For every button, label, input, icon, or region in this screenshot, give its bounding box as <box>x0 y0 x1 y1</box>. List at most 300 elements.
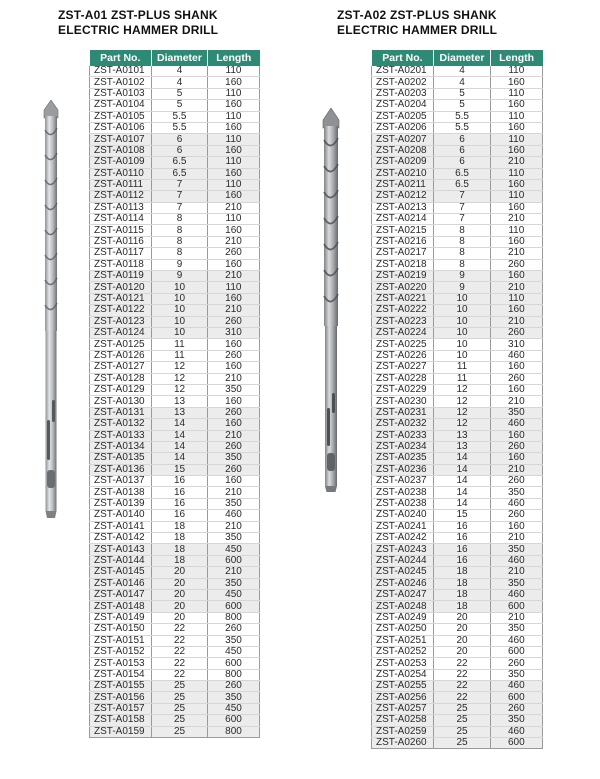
table-row <box>372 681 543 692</box>
table-row <box>90 703 260 714</box>
table-row <box>90 271 260 282</box>
diameter-cell: 8 <box>152 248 208 259</box>
part-no-cell: ZST-A0233 <box>372 430 434 441</box>
table-row <box>90 316 260 327</box>
length-cell: 210 <box>208 202 260 213</box>
length-cell: 460 <box>490 726 542 737</box>
section-a01-title-line1: ZST-A01 ZST-PLUS SHANK <box>58 8 218 22</box>
length-cell: 210 <box>490 157 542 168</box>
length-cell: 260 <box>490 510 542 521</box>
table-row <box>90 305 260 316</box>
table-row <box>372 122 543 133</box>
part-no-cell: ZST-A0250 <box>372 624 434 635</box>
section-a02-title-line1: ZST-A02 ZST-PLUS SHANK <box>337 8 497 22</box>
length-cell: 110 <box>208 88 260 99</box>
length-cell: 260 <box>490 259 542 270</box>
table-row <box>372 157 543 168</box>
part-no-cell: ZST-A0207 <box>372 134 434 145</box>
part-no-cell: ZST-A0131 <box>90 407 152 418</box>
diameter-cell: 16 <box>152 476 208 487</box>
diameter-cell: 8 <box>434 236 490 247</box>
length-cell: 160 <box>208 293 260 304</box>
part-no-cell: ZST-A0214 <box>372 214 434 225</box>
table-row <box>372 726 543 737</box>
length-cell: 260 <box>208 624 260 635</box>
part-no-cell: ZST-A0111 <box>90 179 152 190</box>
length-cell: 460 <box>490 350 542 361</box>
part-no-cell: ZST-A0106 <box>90 122 152 133</box>
part-no-cell: ZST-A0221 <box>372 293 434 304</box>
table-row <box>372 578 543 589</box>
table-row <box>372 202 543 213</box>
diameter-cell: 15 <box>152 464 208 475</box>
table-row <box>372 236 543 247</box>
diameter-cell: 12 <box>152 362 208 373</box>
part-no-cell: ZST-A0246 <box>372 578 434 589</box>
part-no-cell: ZST-A0235 <box>372 453 434 464</box>
part-no-cell: ZST-A0238 <box>372 498 434 509</box>
diameter-cell: 8 <box>152 236 208 247</box>
part-no-cell: ZST-A0257 <box>372 703 434 714</box>
diameter-cell: 10 <box>434 316 490 327</box>
length-cell: 110 <box>208 111 260 122</box>
table-row <box>90 533 260 544</box>
length-cell: 110 <box>208 157 260 168</box>
table-row <box>372 521 543 532</box>
part-no-cell: ZST-A0228 <box>372 373 434 384</box>
part-no-cell: ZST-A0113 <box>90 202 152 213</box>
length-cell: 160 <box>208 77 260 88</box>
diameter-cell: 25 <box>434 715 490 726</box>
diameter-cell: 6.5 <box>152 157 208 168</box>
table-row <box>90 362 260 373</box>
diameter-cell: 7 <box>434 191 490 202</box>
diameter-cell: 25 <box>152 715 208 726</box>
length-cell: 350 <box>208 498 260 509</box>
table-row <box>372 282 543 293</box>
table-row <box>372 510 543 521</box>
part-no-cell: ZST-A0155 <box>90 681 152 692</box>
length-cell: 260 <box>208 464 260 475</box>
table-row <box>90 544 260 555</box>
table-row <box>372 305 543 316</box>
diameter-cell: 8 <box>152 214 208 225</box>
length-cell: 160 <box>208 122 260 133</box>
part-no-cell: ZST-A0244 <box>372 555 434 566</box>
part-no-cell: ZST-A0206 <box>372 122 434 133</box>
length-cell: 350 <box>490 578 542 589</box>
length-cell: 210 <box>208 487 260 498</box>
length-cell: 210 <box>208 373 260 384</box>
length-cell: 260 <box>490 476 542 487</box>
length-cell: 460 <box>208 510 260 521</box>
table-row <box>90 624 260 635</box>
length-cell: 260 <box>208 248 260 259</box>
part-no-cell: ZST-A0143 <box>90 544 152 555</box>
diameter-cell: 22 <box>152 658 208 669</box>
length-cell: 450 <box>208 589 260 600</box>
table-row <box>372 316 543 327</box>
length-cell: 800 <box>208 669 260 680</box>
diameter-cell: 22 <box>152 646 208 657</box>
length-cell: 260 <box>208 350 260 361</box>
length-cell: 160 <box>490 430 542 441</box>
diameter-cell: 10 <box>434 327 490 338</box>
diameter-cell: 6 <box>152 145 208 156</box>
table-row <box>372 134 543 145</box>
table-row <box>90 646 260 657</box>
part-no-cell: ZST-A0117 <box>90 248 152 259</box>
length-cell: 160 <box>490 179 542 190</box>
part-no-cell: ZST-A0253 <box>372 658 434 669</box>
part-no-cell: ZST-A0204 <box>372 100 434 111</box>
length-cell: 210 <box>490 316 542 327</box>
part-no-cell: ZST-A0121 <box>90 293 152 304</box>
spec-table-a01-body <box>90 66 260 738</box>
diameter-cell: 14 <box>152 430 208 441</box>
part-no-cell: ZST-A0217 <box>372 248 434 259</box>
length-cell: 350 <box>490 487 542 498</box>
length-cell: 600 <box>490 646 542 657</box>
diameter-cell: 10 <box>152 282 208 293</box>
length-cell: 110 <box>208 282 260 293</box>
diameter-cell: 20 <box>152 601 208 612</box>
diameter-cell: 12 <box>434 407 490 418</box>
part-no-cell: ZST-A0142 <box>90 533 152 544</box>
table-row <box>372 669 543 680</box>
part-no-cell: ZST-A0215 <box>372 225 434 236</box>
diameter-cell: 16 <box>434 555 490 566</box>
length-cell: 350 <box>208 453 260 464</box>
diameter-cell: 5 <box>152 100 208 111</box>
table-row <box>372 350 543 361</box>
part-no-cell: ZST-A0118 <box>90 259 152 270</box>
table-row <box>372 145 543 156</box>
diameter-cell: 8 <box>434 259 490 270</box>
length-cell: 110 <box>490 111 542 122</box>
diameter-cell: 20 <box>434 635 490 646</box>
length-cell: 160 <box>208 191 260 202</box>
diameter-cell: 11 <box>434 373 490 384</box>
diameter-cell: 22 <box>434 669 490 680</box>
part-no-cell: ZST-A0127 <box>90 362 152 373</box>
table-row <box>372 533 543 544</box>
part-no-cell: ZST-A0137 <box>90 476 152 487</box>
part-no-cell: ZST-A0240 <box>372 510 434 521</box>
diameter-cell: 4 <box>152 66 208 77</box>
part-no-cell: ZST-A0256 <box>372 692 434 703</box>
part-no-cell: ZST-A0150 <box>90 624 152 635</box>
diameter-cell: 6 <box>434 134 490 145</box>
diameter-cell: 6.5 <box>152 168 208 179</box>
table-row <box>372 225 543 236</box>
length-cell: 160 <box>208 259 260 270</box>
table-row <box>90 567 260 578</box>
part-no-cell: ZST-A0153 <box>90 658 152 669</box>
diameter-cell: 14 <box>434 453 490 464</box>
part-no-cell: ZST-A0248 <box>372 601 434 612</box>
table-row <box>90 122 260 133</box>
diameter-cell: 16 <box>152 498 208 509</box>
table-row <box>372 646 543 657</box>
part-no-cell: ZST-A0249 <box>372 612 434 623</box>
diameter-cell: 6 <box>434 157 490 168</box>
diameter-cell: 5.5 <box>434 122 490 133</box>
length-cell: 160 <box>490 271 542 282</box>
table-row <box>372 373 543 384</box>
length-cell: 210 <box>490 248 542 259</box>
length-cell: 350 <box>490 407 542 418</box>
length-cell: 160 <box>208 419 260 430</box>
part-no-cell: ZST-A0231 <box>372 407 434 418</box>
length-cell: 460 <box>490 589 542 600</box>
diameter-cell: 25 <box>434 738 490 749</box>
table-row <box>372 441 543 452</box>
table-row <box>90 510 260 521</box>
section-a02-title-line2: ELECTRIC HAMMER DRILL <box>337 23 498 37</box>
part-no-cell: ZST-A0130 <box>90 396 152 407</box>
drill-bit-a01-image <box>38 100 64 520</box>
diameter-cell: 15 <box>434 510 490 521</box>
table-row <box>372 191 543 202</box>
part-no-cell: ZST-A0243 <box>372 544 434 555</box>
section-a01-title-line2: ELECTRIC HAMMER DRILL <box>58 23 219 37</box>
part-no-cell: ZST-A0242 <box>372 533 434 544</box>
table-row <box>90 601 260 612</box>
diameter-cell: 18 <box>434 601 490 612</box>
length-cell: 210 <box>490 396 542 407</box>
diameter-cell: 4 <box>152 77 208 88</box>
diameter-cell: 18 <box>152 555 208 566</box>
length-cell: 110 <box>490 88 542 99</box>
diameter-cell: 7 <box>152 191 208 202</box>
diameter-cell: 5.5 <box>152 111 208 122</box>
table-row <box>372 407 543 418</box>
diameter-cell: 9 <box>152 259 208 270</box>
part-no-cell: ZST-A0227 <box>372 362 434 373</box>
table-row <box>90 419 260 430</box>
diameter-cell: 13 <box>152 396 208 407</box>
part-no-cell: ZST-A0128 <box>90 373 152 384</box>
table-row <box>372 612 543 623</box>
part-no-cell: ZST-A0230 <box>372 396 434 407</box>
length-cell: 110 <box>208 134 260 145</box>
table-row <box>90 430 260 441</box>
part-no-cell: ZST-A0210 <box>372 168 434 179</box>
length-cell: 110 <box>490 191 542 202</box>
part-no-cell: ZST-A0209 <box>372 157 434 168</box>
part-no-cell: ZST-A0254 <box>372 669 434 680</box>
length-cell: 210 <box>208 521 260 532</box>
length-cell: 800 <box>208 612 260 623</box>
length-cell: 210 <box>490 533 542 544</box>
diameter-cell: 22 <box>152 635 208 646</box>
table-row <box>90 453 260 464</box>
length-cell: 350 <box>490 669 542 680</box>
part-no-cell: ZST-A0212 <box>372 191 434 202</box>
diameter-cell: 16 <box>434 533 490 544</box>
diameter-cell: 18 <box>152 533 208 544</box>
part-no-cell: ZST-A0245 <box>372 567 434 578</box>
length-cell: 600 <box>208 555 260 566</box>
part-no-cell: ZST-A0219 <box>372 271 434 282</box>
table-row <box>90 658 260 669</box>
column-header-diameter: Diameter <box>434 50 490 66</box>
length-cell: 600 <box>490 601 542 612</box>
diameter-cell: 16 <box>152 487 208 498</box>
table-row <box>90 578 260 589</box>
length-cell: 350 <box>208 635 260 646</box>
length-cell: 800 <box>208 726 260 737</box>
diameter-cell: 13 <box>152 407 208 418</box>
table-row <box>372 430 543 441</box>
spec-table-a02-body <box>372 66 543 749</box>
diameter-cell: 20 <box>152 612 208 623</box>
length-cell: 600 <box>490 738 542 749</box>
diameter-cell: 12 <box>152 384 208 395</box>
length-cell: 350 <box>208 533 260 544</box>
table-row <box>372 419 543 430</box>
part-no-cell: ZST-A0258 <box>372 715 434 726</box>
diameter-cell: 18 <box>152 521 208 532</box>
length-cell: 260 <box>490 327 542 338</box>
length-cell: 260 <box>490 373 542 384</box>
diameter-cell: 14 <box>152 419 208 430</box>
column-header-length: Length <box>208 50 260 66</box>
part-no-cell: ZST-A0226 <box>372 350 434 361</box>
table-row <box>90 100 260 111</box>
length-cell: 350 <box>208 578 260 589</box>
part-no-cell: ZST-A0241 <box>372 521 434 532</box>
diameter-cell: 7 <box>152 179 208 190</box>
diameter-cell: 14 <box>434 487 490 498</box>
table-row <box>90 384 260 395</box>
part-no-cell: ZST-A0238 <box>372 487 434 498</box>
part-no-cell: ZST-A0144 <box>90 555 152 566</box>
part-no-cell: ZST-A0135 <box>90 453 152 464</box>
table-row <box>372 111 543 122</box>
diameter-cell: 18 <box>434 567 490 578</box>
diameter-cell: 25 <box>152 703 208 714</box>
length-cell: 160 <box>208 362 260 373</box>
part-no-cell: ZST-A0224 <box>372 327 434 338</box>
part-no-cell: ZST-A0101 <box>90 66 152 77</box>
table-row <box>372 635 543 646</box>
length-cell: 160 <box>208 100 260 111</box>
table-row <box>372 738 543 749</box>
part-no-cell: ZST-A0133 <box>90 430 152 441</box>
part-no-cell: ZST-A0109 <box>90 157 152 168</box>
part-no-cell: ZST-A0154 <box>90 669 152 680</box>
diameter-cell: 5 <box>152 88 208 99</box>
part-no-cell: ZST-A0222 <box>372 305 434 316</box>
part-no-cell: ZST-A0205 <box>372 111 434 122</box>
table-header-row <box>90 50 260 66</box>
length-cell: 160 <box>208 476 260 487</box>
table-row <box>372 624 543 635</box>
diameter-cell: 22 <box>152 624 208 635</box>
length-cell: 160 <box>490 145 542 156</box>
part-no-cell: ZST-A0232 <box>372 419 434 430</box>
table-row <box>372 362 543 373</box>
diameter-cell: 16 <box>434 544 490 555</box>
drill-bit-a02-image <box>318 108 344 493</box>
part-no-cell: ZST-A0136 <box>90 464 152 475</box>
length-cell: 260 <box>208 441 260 452</box>
length-cell: 600 <box>490 692 542 703</box>
diameter-cell: 16 <box>152 510 208 521</box>
length-cell: 260 <box>208 681 260 692</box>
part-no-cell: ZST-A0107 <box>90 134 152 145</box>
part-no-cell: ZST-A0123 <box>90 316 152 327</box>
table-row <box>90 464 260 475</box>
length-cell: 110 <box>490 225 542 236</box>
table-row <box>372 293 543 304</box>
table-row <box>90 407 260 418</box>
part-no-cell: ZST-A0108 <box>90 145 152 156</box>
diameter-cell: 20 <box>434 612 490 623</box>
diameter-cell: 12 <box>434 384 490 395</box>
length-cell: 260 <box>490 658 542 669</box>
length-cell: 160 <box>208 168 260 179</box>
part-no-cell: ZST-A0134 <box>90 441 152 452</box>
part-no-cell: ZST-A0125 <box>90 339 152 350</box>
table-row <box>372 248 543 259</box>
table-row <box>372 66 543 77</box>
part-no-cell: ZST-A0237 <box>372 476 434 487</box>
table-row <box>372 555 543 566</box>
length-cell: 310 <box>490 339 542 350</box>
table-header-row <box>372 50 543 66</box>
length-cell: 210 <box>208 271 260 282</box>
diameter-cell: 8 <box>152 225 208 236</box>
part-no-cell: ZST-A0252 <box>372 646 434 657</box>
length-cell: 460 <box>490 555 542 566</box>
length-cell: 160 <box>490 100 542 111</box>
table-row <box>90 282 260 293</box>
length-cell: 600 <box>208 715 260 726</box>
diameter-cell: 8 <box>434 225 490 236</box>
diameter-cell: 7 <box>434 214 490 225</box>
diameter-cell: 9 <box>152 271 208 282</box>
table-row <box>90 225 260 236</box>
diameter-cell: 12 <box>434 419 490 430</box>
table-row <box>90 236 260 247</box>
diameter-cell: 6 <box>152 134 208 145</box>
length-cell: 160 <box>490 453 542 464</box>
part-no-cell: ZST-A0126 <box>90 350 152 361</box>
part-no-cell: ZST-A0255 <box>372 681 434 692</box>
column-header-part-no: Part No. <box>90 50 152 66</box>
table-row <box>372 692 543 703</box>
table-row <box>372 715 543 726</box>
length-cell: 210 <box>208 236 260 247</box>
diameter-cell: 13 <box>434 441 490 452</box>
table-row <box>90 77 260 88</box>
part-no-cell: ZST-A0151 <box>90 635 152 646</box>
length-cell: 260 <box>490 703 542 714</box>
part-no-cell: ZST-A0208 <box>372 145 434 156</box>
length-cell: 110 <box>208 66 260 77</box>
diameter-cell: 7 <box>434 202 490 213</box>
part-no-cell: ZST-A0223 <box>372 316 434 327</box>
part-no-cell: ZST-A0159 <box>90 726 152 737</box>
diameter-cell: 20 <box>152 589 208 600</box>
diameter-cell: 14 <box>434 464 490 475</box>
part-no-cell: ZST-A0216 <box>372 236 434 247</box>
diameter-cell: 22 <box>434 681 490 692</box>
diameter-cell: 5 <box>434 88 490 99</box>
